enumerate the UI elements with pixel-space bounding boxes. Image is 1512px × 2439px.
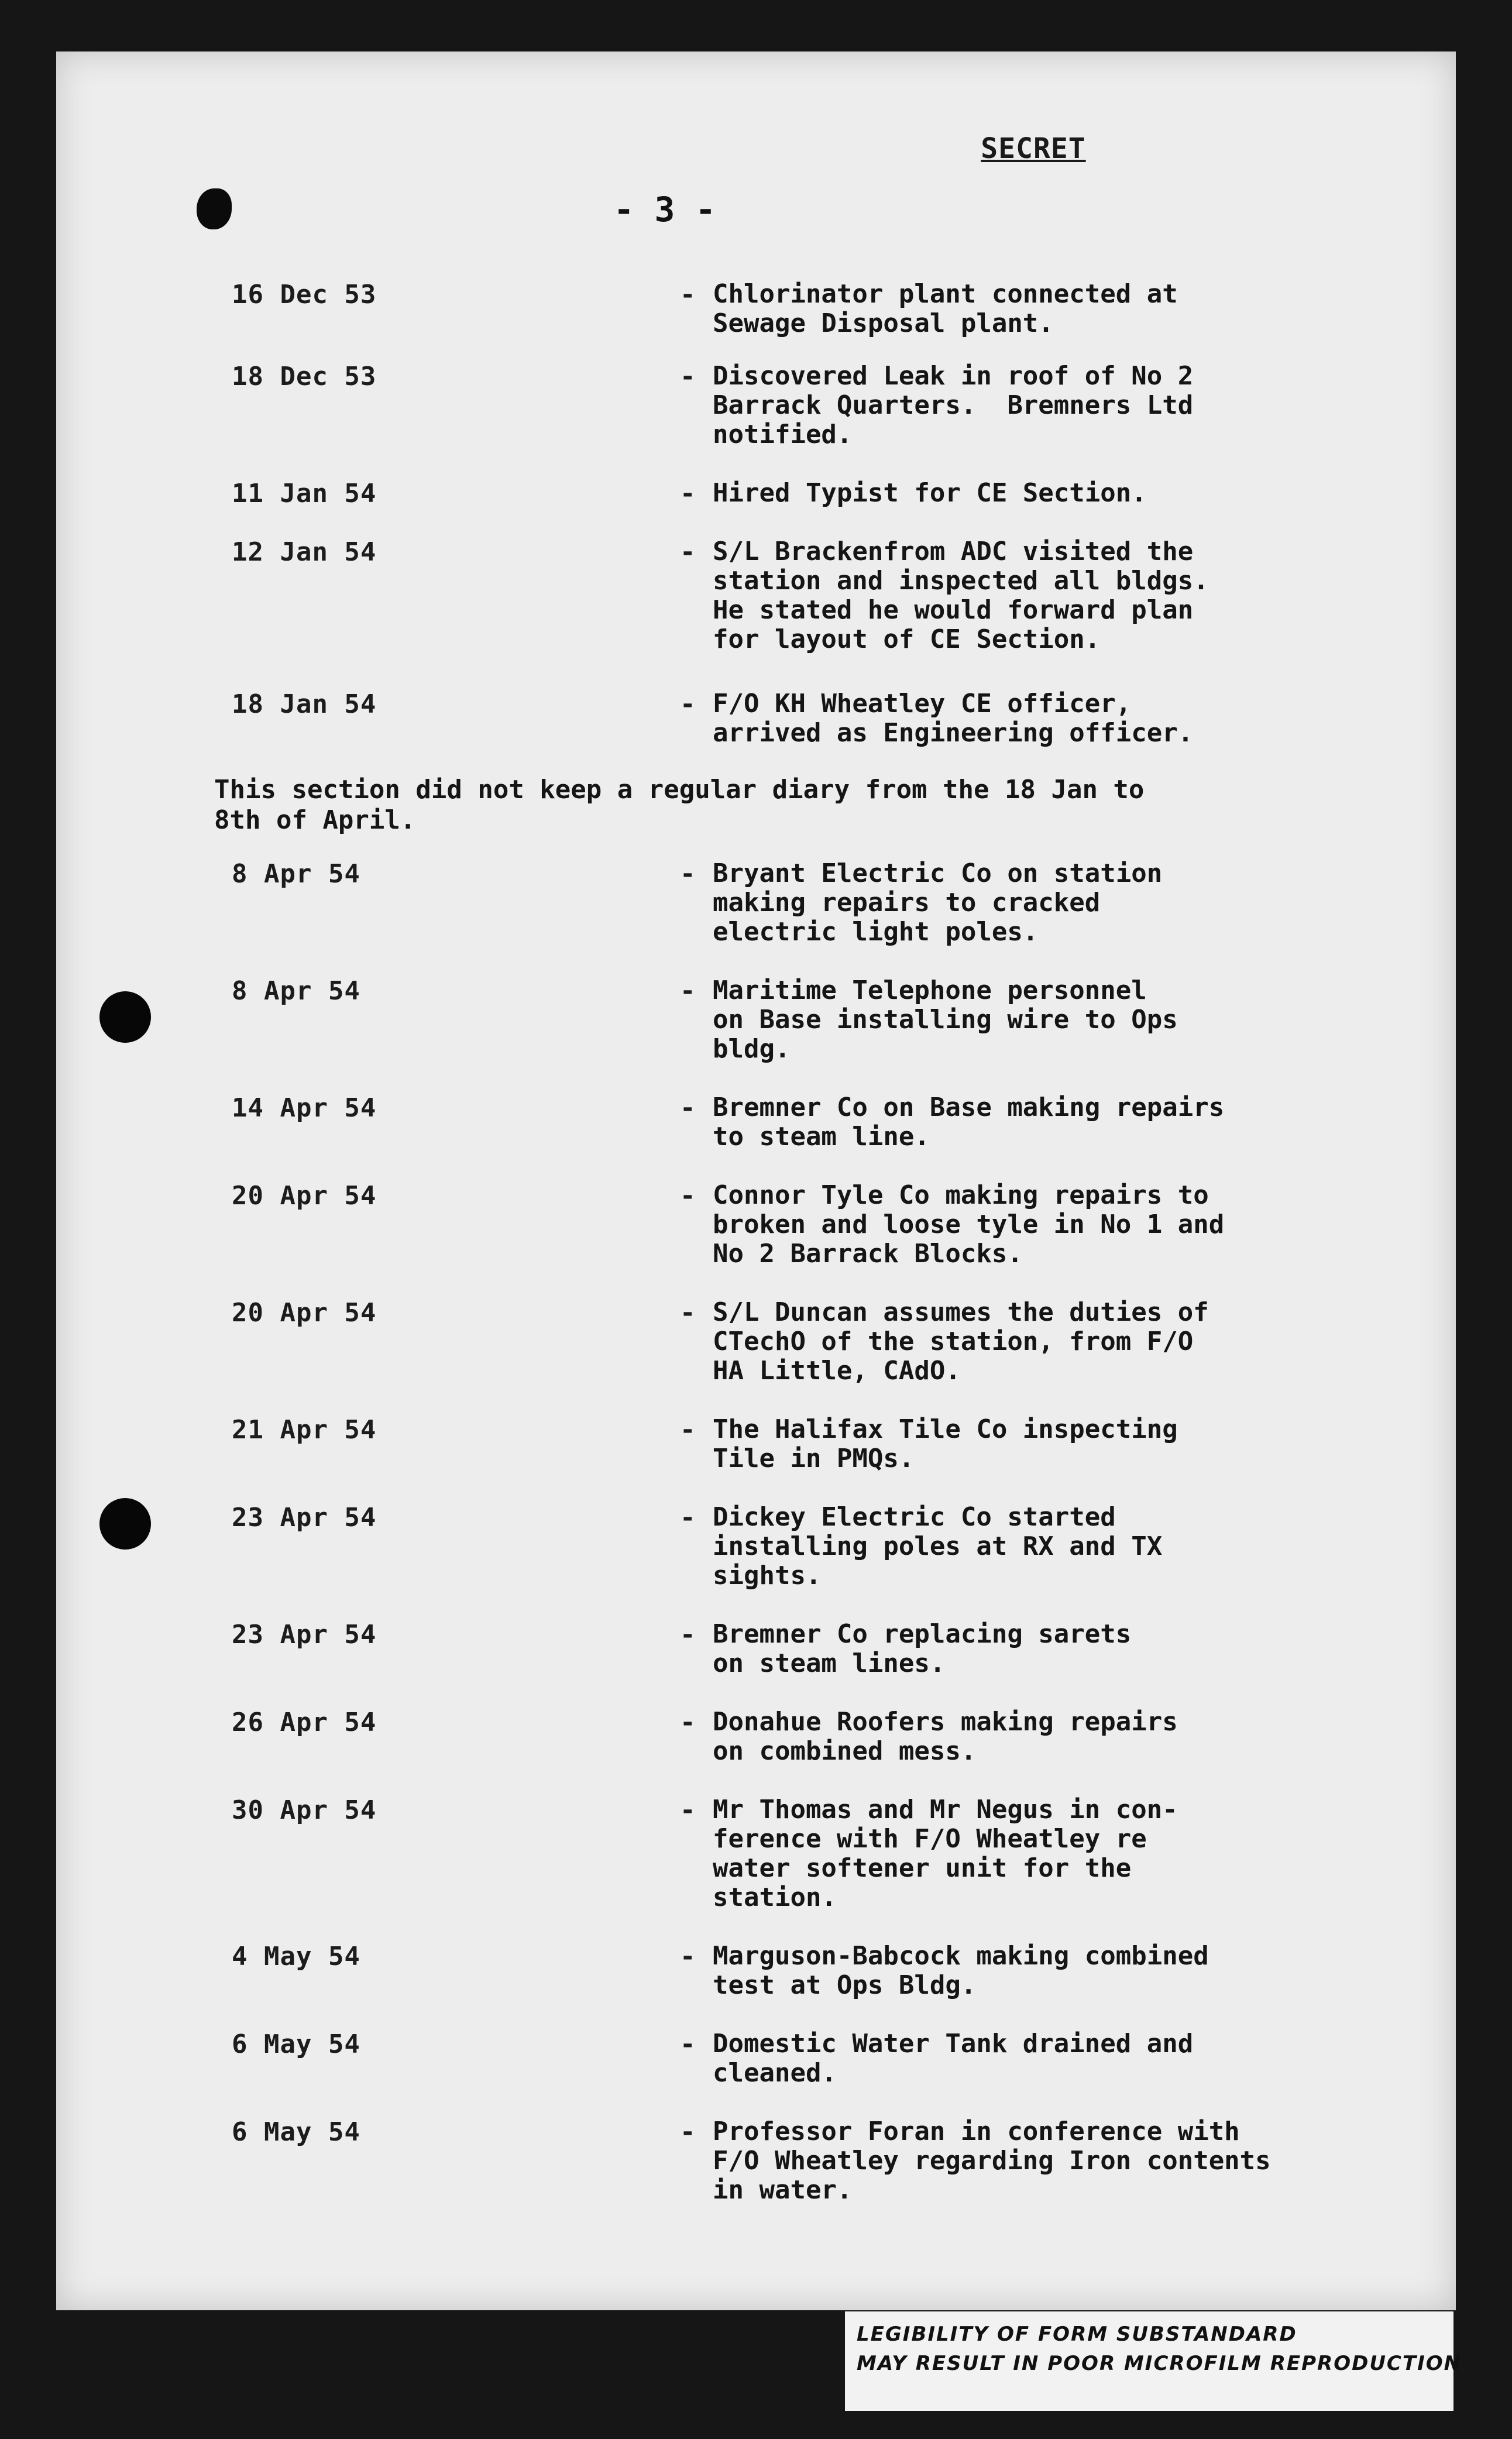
entry-line: broken and loose tyle in No 1 and [713, 1210, 1225, 1239]
entry-description [713, 859, 1368, 947]
entry-line: Tile in PMQs. [713, 1444, 915, 1473]
entry-line: Maritime Telephone personnel [713, 975, 1147, 1005]
entry-line: on Base installing wire to Ops [713, 1005, 1178, 1035]
entry-description [713, 1415, 1368, 1473]
entry-line: Sewage Disposal plant. [713, 308, 1054, 338]
entry-date: 16 Dec 53 [232, 280, 377, 310]
entry-line: installing poles at RX and TX [713, 1531, 1163, 1561]
entry-description [713, 1503, 1368, 1590]
entry-date: 4 May 54 [232, 1942, 360, 1971]
entry-dash: - [680, 1795, 696, 1825]
entry-description [713, 976, 1368, 1064]
entry-description [713, 689, 1368, 748]
entry-line: Barrack Quarters. Bremners Ltd [713, 390, 1194, 420]
entry-line: Connor Tyle Co making repairs to [713, 1180, 1209, 1210]
entry-date: 12 Jan 54 [232, 537, 377, 567]
entry-line: for layout of CE Section. [713, 624, 1101, 654]
entry-line: CTechO of the station, from F/O [713, 1327, 1194, 1356]
entry-line: Domestic Water Tank drained and [713, 2029, 1194, 2059]
entry-date: 11 Jan 54 [232, 479, 377, 509]
entry-line: Hired Typist for CE Section. [713, 478, 1147, 508]
entry-date: 18 Jan 54 [232, 689, 377, 719]
entry-date: 8 Apr 54 [232, 859, 360, 889]
entry-line: arrived as Engineering officer. [713, 718, 1194, 748]
document-page [56, 51, 1456, 2310]
entry-line: water softener unit for the [713, 1853, 1132, 1883]
entry-line: notified. [713, 420, 853, 449]
entry-date: 20 Apr 54 [232, 1298, 377, 1328]
entry-line: in water. [713, 2175, 853, 2205]
entry-description [713, 2117, 1368, 2205]
entry-line: Professor Foran in conference with [713, 2117, 1240, 2146]
entry-line: No 2 Barrack Blocks. [713, 1239, 1023, 1269]
entry-line: Chlorinator plant connected at [713, 279, 1178, 309]
entry-line: Donahue Roofers making repairs [713, 1707, 1178, 1737]
entry-date: 23 Apr 54 [232, 1503, 377, 1533]
stamp-line: LEGIBILITY OF FORM SUBSTANDARD [857, 2323, 1297, 2346]
entry-line: bldg. [713, 1034, 791, 1064]
entry-line: station. [713, 1883, 837, 1912]
entry-date: 6 May 54 [232, 2029, 360, 2059]
entry-line: Dickey Electric Co started [713, 1502, 1116, 1532]
entry-line: S/L Duncan assumes the duties of [713, 1297, 1209, 1327]
punch-hole-upper [99, 991, 151, 1043]
entry-line: station and inspected all bldgs. [713, 566, 1209, 596]
entry-line: Mr Thomas and Mr Negus in con- [713, 1795, 1178, 1825]
entry-description [713, 1620, 1368, 1678]
entry-dash: - [680, 479, 696, 509]
entry-dash: - [680, 1181, 696, 1211]
entry-line: Bryant Electric Co on station [713, 858, 1163, 888]
entry-line: on steam lines. [713, 1648, 946, 1678]
entry-date: 21 Apr 54 [232, 1415, 377, 1445]
entry-dash: - [680, 1942, 696, 1971]
entry-dash: - [680, 976, 696, 1006]
entry-date: 20 Apr 54 [232, 1181, 377, 1211]
entry-dash: - [680, 1298, 696, 1328]
entry-description [713, 362, 1368, 449]
ink-blot [197, 188, 232, 229]
entry-date: 26 Apr 54 [232, 1708, 377, 1737]
entry-dash: - [680, 1708, 696, 1737]
entry-date: 23 Apr 54 [232, 1620, 377, 1650]
legibility-stamp [845, 2311, 1462, 2411]
entry-line: test at Ops Bldg. [713, 1970, 977, 2000]
entry-line: HA Little, CAdO. [713, 1356, 961, 1386]
entry-date: 30 Apr 54 [232, 1795, 377, 1825]
entry-description [713, 1298, 1368, 1386]
entry-dash: - [680, 280, 696, 310]
entry-description [713, 537, 1368, 654]
entry-line: F/O Wheatley regarding Iron contents [713, 2146, 1271, 2176]
entry-date: 8 Apr 54 [232, 976, 360, 1006]
note-line: 8th of April. [214, 805, 416, 835]
entry-line: Bremner Co on Base making repairs [713, 1093, 1225, 1122]
entry-line: to steam line. [713, 1122, 930, 1152]
classification-marking: SECRET [981, 132, 1086, 165]
entry-description [713, 1708, 1368, 1766]
entry-dash: - [680, 2029, 696, 2059]
entry-dash: - [680, 537, 696, 567]
entry-description [713, 1093, 1368, 1152]
entry-line: S/L Brackenfrom ADC visited the [713, 537, 1194, 566]
entry-dash: - [680, 689, 696, 719]
entry-dash: - [680, 2117, 696, 2147]
entry-description [713, 1942, 1368, 2000]
entry-line: ference with F/O Wheatley re [713, 1824, 1147, 1854]
entry-line: Marguson-Babcock making combined [713, 1941, 1209, 1971]
entry-description [713, 479, 1368, 508]
entry-line: sights. [713, 1561, 822, 1590]
entry-line: Discovered Leak in roof of No 2 [713, 361, 1194, 391]
entry-dash: - [680, 1620, 696, 1650]
entry-line: The Halifax Tile Co inspecting [713, 1414, 1178, 1444]
entry-description [713, 1181, 1368, 1269]
entry-dash: - [680, 1093, 696, 1123]
diary-gap-note [214, 775, 1384, 836]
note-line: This section did not keep a regular diary from the 18 Jan to [214, 775, 1145, 805]
entry-dash: - [680, 362, 696, 391]
entry-date: 18 Dec 53 [232, 362, 377, 391]
entry-line: He stated he would forward plan [713, 595, 1194, 625]
entry-line: making repairs to cracked [713, 888, 1101, 918]
entry-dash: - [680, 859, 696, 889]
entry-date: 6 May 54 [232, 2117, 360, 2147]
entry-line: F/O KH Wheatley CE officer, [713, 689, 1132, 719]
entry-line: cleaned. [713, 2058, 837, 2088]
entry-description [713, 1795, 1368, 1912]
entry-description [713, 2029, 1368, 2088]
stamp-line: MAY RESULT IN POOR MICROFILM REPRODUCTION [857, 2352, 1462, 2375]
entry-line: Bremner Co replacing sarets [713, 1619, 1132, 1649]
entry-date: 14 Apr 54 [232, 1093, 377, 1123]
entry-description [713, 280, 1368, 338]
entry-dash: - [680, 1503, 696, 1533]
entry-line: electric light poles. [713, 917, 1039, 947]
punch-hole-lower [99, 1498, 151, 1550]
entry-dash: - [680, 1415, 696, 1445]
page-number: - 3 - [613, 190, 716, 229]
entry-line: on combined mess. [713, 1736, 977, 1766]
